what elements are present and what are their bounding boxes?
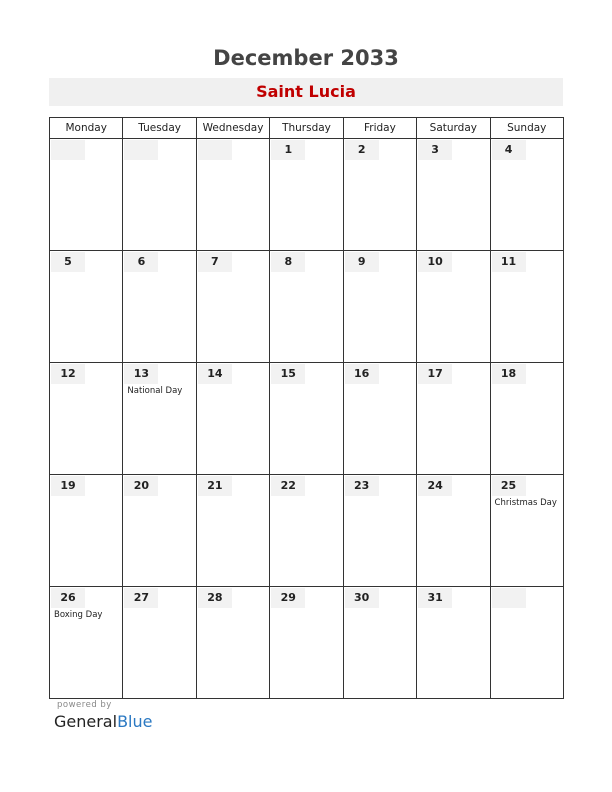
day-cell — [50, 587, 123, 699]
day-cell — [270, 587, 343, 699]
day-number: 5 — [51, 252, 85, 272]
day-number: 29 — [271, 588, 305, 608]
holiday-label: Christmas Day — [494, 498, 557, 508]
day-number: 2 — [345, 140, 379, 160]
day-number: 1 — [271, 140, 305, 160]
weekday-header: Monday — [50, 118, 123, 139]
day-number: 22 — [271, 476, 305, 496]
day-number: 16 — [345, 364, 379, 384]
day-number: 12 — [51, 364, 85, 384]
day-cell — [196, 139, 269, 251]
day-cell — [123, 587, 196, 699]
empty-day-box — [124, 140, 158, 160]
day-cell — [417, 363, 490, 475]
week-row — [50, 587, 564, 699]
month-title: December 2033 — [213, 46, 399, 70]
day-cell — [196, 363, 269, 475]
day-cell — [123, 475, 196, 587]
day-number: 24 — [418, 476, 452, 496]
day-cell — [490, 251, 563, 363]
day-cell — [270, 363, 343, 475]
day-cell — [343, 363, 416, 475]
weekday-header: Sunday — [490, 118, 563, 139]
day-number: 28 — [198, 588, 232, 608]
day-number: 30 — [345, 588, 379, 608]
weekday-header: Saturday — [417, 118, 490, 139]
day-number: 3 — [418, 140, 452, 160]
empty-day-box — [492, 588, 526, 608]
weekday-header: Friday — [343, 118, 416, 139]
day-number: 10 — [418, 252, 452, 272]
day-cell — [270, 251, 343, 363]
day-cell — [417, 251, 490, 363]
holiday-label: Boxing Day — [54, 610, 103, 620]
day-cell — [343, 475, 416, 587]
day-number: 20 — [124, 476, 158, 496]
day-cell — [123, 251, 196, 363]
day-cell — [196, 587, 269, 699]
day-cell — [50, 251, 123, 363]
weekday-header: Tuesday — [123, 118, 196, 139]
holiday-label: National Day — [127, 386, 183, 396]
day-cell — [196, 251, 269, 363]
day-number: 4 — [492, 140, 526, 160]
weekday-header: Wednesday — [196, 118, 269, 139]
day-cell — [417, 475, 490, 587]
day-number: 11 — [492, 252, 526, 272]
day-cell — [123, 363, 196, 475]
day-number: 15 — [271, 364, 305, 384]
day-cell — [490, 475, 563, 587]
brand-general-text: General — [54, 712, 118, 731]
week-row — [50, 363, 564, 475]
day-number: 31 — [418, 588, 452, 608]
day-cell — [490, 587, 563, 699]
day-cell — [417, 587, 490, 699]
day-cell — [123, 139, 196, 251]
day-cell — [490, 139, 563, 251]
week-row — [50, 139, 564, 251]
weekday-header-row — [50, 118, 564, 139]
day-cell — [417, 139, 490, 251]
day-cell — [270, 475, 343, 587]
weekday-header: Thursday — [270, 118, 343, 139]
day-cell — [343, 587, 416, 699]
empty-day-box — [198, 140, 232, 160]
day-cell — [490, 363, 563, 475]
day-number: 21 — [198, 476, 232, 496]
week-row — [50, 251, 564, 363]
country-title: Saint Lucia — [256, 82, 356, 101]
calendar-body — [50, 139, 564, 699]
day-number: 13 — [124, 364, 158, 384]
day-number: 9 — [345, 252, 379, 272]
day-number: 8 — [271, 252, 305, 272]
empty-day-box — [51, 140, 85, 160]
day-cell — [343, 139, 416, 251]
day-cell — [343, 251, 416, 363]
day-number: 17 — [418, 364, 452, 384]
powered-by-text: powered by — [57, 700, 112, 710]
country-banner — [49, 78, 563, 106]
generalblue-logo[interactable] — [54, 712, 152, 731]
day-cell — [50, 363, 123, 475]
day-number: 7 — [198, 252, 232, 272]
day-number: 6 — [124, 252, 158, 272]
day-number: 26 — [51, 588, 85, 608]
day-number: 27 — [124, 588, 158, 608]
day-number: 19 — [51, 476, 85, 496]
day-cell — [50, 139, 123, 251]
day-number: 18 — [492, 364, 526, 384]
brand-blue-text: Blue — [117, 712, 153, 731]
calendar-grid — [49, 117, 564, 699]
day-cell — [270, 139, 343, 251]
day-cell — [196, 475, 269, 587]
day-number: 23 — [345, 476, 379, 496]
day-number: 14 — [198, 364, 232, 384]
day-number: 25 — [492, 476, 526, 496]
day-cell — [50, 475, 123, 587]
week-row — [50, 475, 564, 587]
